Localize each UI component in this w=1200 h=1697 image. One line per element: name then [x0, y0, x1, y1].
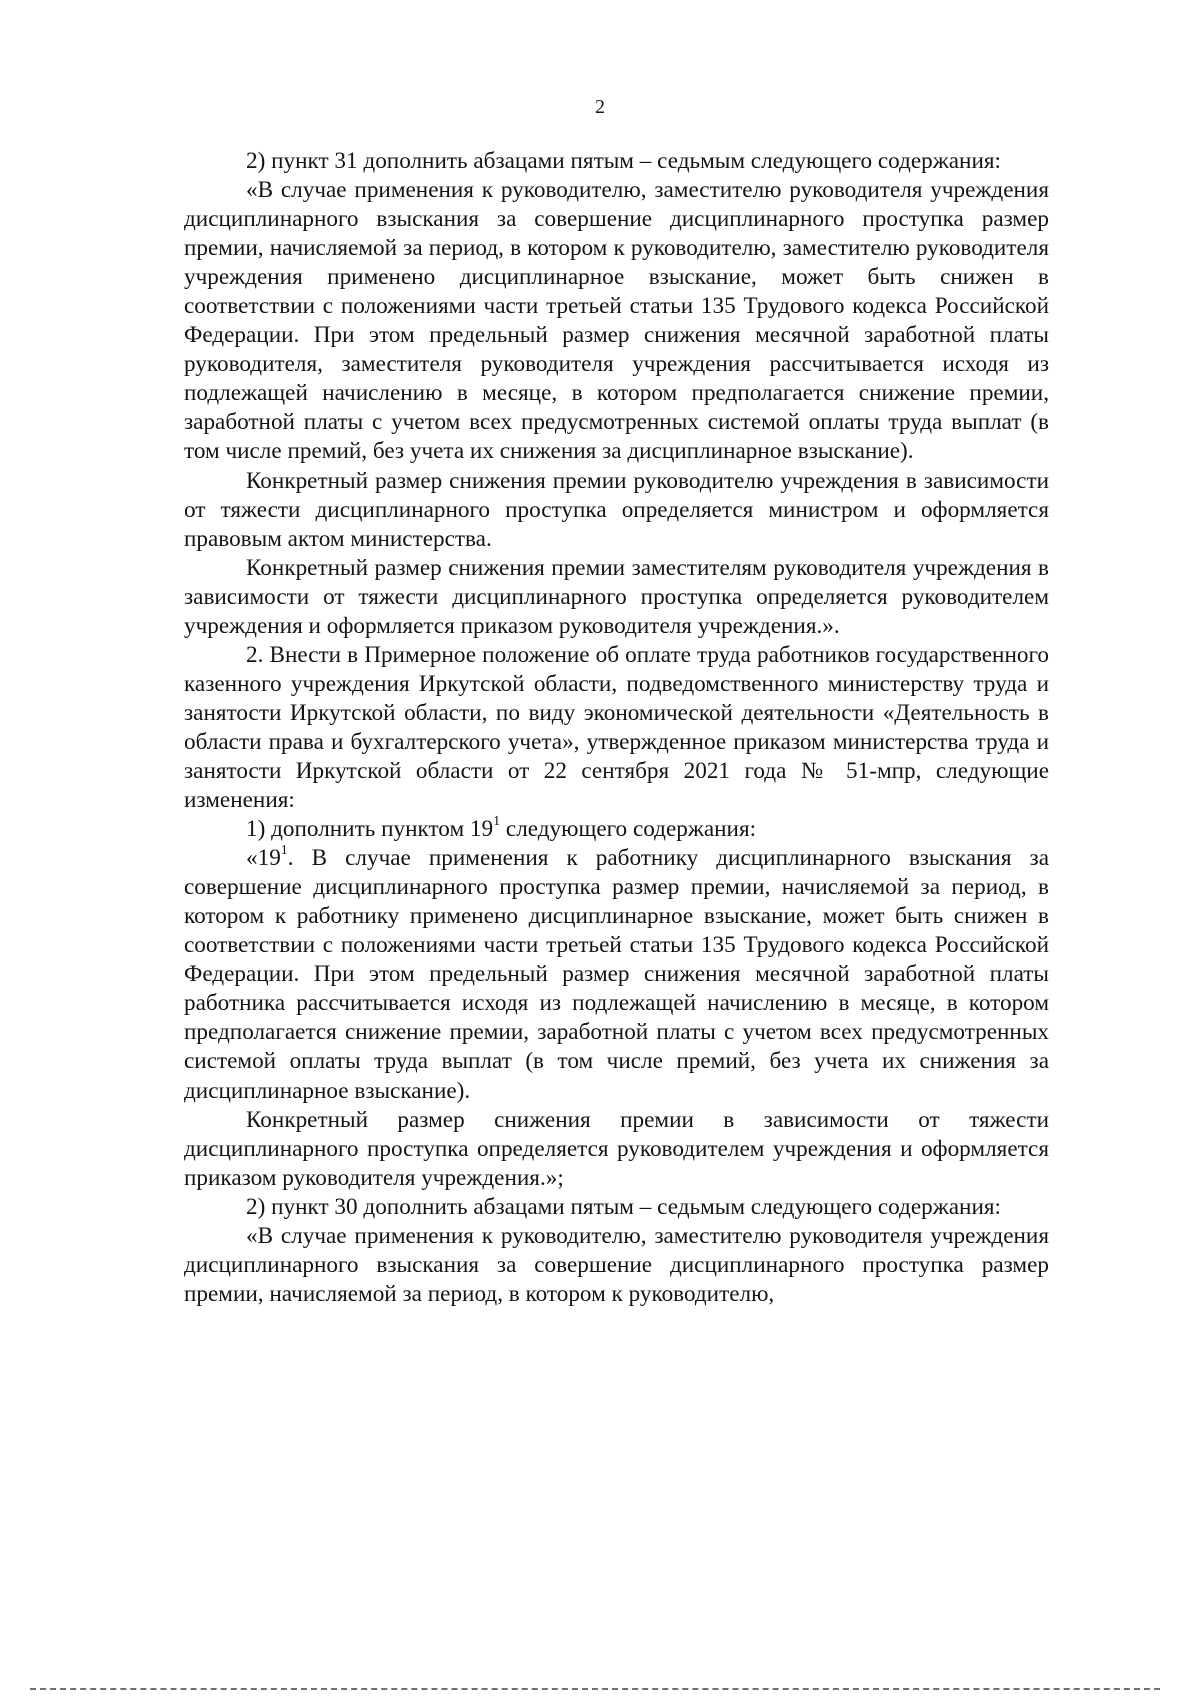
paragraph-section-2: 2. Внести в Примерное положение об оплате труда работников государственного казенного учреждения Иркутской области, подведомственного министерству труда и занятости Иркутской области, по виду экономической деятельности «Деятельность в области права и бухгалтерского учета», утвержденное приказом министерства труда и занятости Иркутской области от 22 сентября 2021 года № 51-мпр, следующие изменения:: [184, 641, 1049, 814]
paragraph-item-31-abz6: Конкретный размер снижения премии руководителю учреждения в зависимости от тяжести дисциплинарного проступка определяется министром и оформляется правовым актом министерства.: [184, 467, 1049, 552]
paragraph-item-30-intro: 2) пункт 30 дополнить абзацами пятым – седьмым следующего содержания:: [246, 1193, 1001, 1220]
paragraph-text: . В случае применения к работнику дисциплинарного взыскания за совершение дисциплинарного проступка размер премии, начисляемой за период, в котором к работнику применено дисциплинарное взыскание, может быть снижен в соответствии с положениями части третьей статьи 135 Трудового кодекса Российской Федерации. При этом предельный размер снижения месячной заработной платы работника рассчитывается исходя из подлежащей начислению в месяце, в котором предполагается снижение премии, заработной платы с учетом всех предусмотренных системой оплаты труда выплат (в том числе премий, без учета их снижения за дисциплинарное взыскание).: [184, 845, 1049, 1104]
paragraph-text: «19: [246, 845, 281, 872]
document-body: [184, 147, 1049, 1309]
paragraph-item-30-abz5: «В случае применения к руководителю, заместителю руководителя учреждения дисциплинарного взыскания за совершение дисциплинарного проступка размер премии, начисляемой за период, в котором к руководителю,: [184, 1222, 1049, 1307]
superscript: 1: [493, 814, 501, 830]
paragraph-text: следующего содержания:: [500, 816, 757, 843]
paragraph-item-19-1-text: [184, 844, 1049, 1105]
paragraph-item-31-intro: 2) пункт 31 дополнить абзацами пятым – седьмым следующего содержания:: [246, 148, 1001, 174]
paragraph-item-31-abz5: «В случае применения к руководителю, заместителю руководителя учреждения дисциплинарного взыскания за совершение дисциплинарного проступка размер премии, начисляемой за период, в котором к руководителю, заместителю руководителя учреждения применено дисциплинарное взыскание, может быть снижен в соответствии с положениями части третьей статьи 135 Трудового кодекса Российской Федерации. При этом предельный размер снижения месячной заработной платы руководителя, заместителя руководителя учреждения рассчитывается исходя из подлежащей начислению в месяце, в котором предполагается снижение премии, заработной платы с учетом всех предусмотренных системой оплаты труда выплат (в том числе премий, без учета их снижения за дисциплинарное взыскание).: [184, 177, 1049, 465]
scan-bottom-edge: [30, 1688, 1160, 1690]
paragraph-item-31-abz7: Конкретный размер снижения премии заместителям руководителя учреждения в зависимости от тяжести дисциплинарного проступка определяется руководителем учреждения и оформляется приказом руководителя учреждения.».: [184, 554, 1049, 639]
page-number: 2: [595, 96, 605, 118]
paragraph-item-19-1-abz2: Конкретный размер снижения премии в зависимости от тяжести дисциплинарного проступка определяется руководителем учреждения и оформляется приказом руководителя учреждения.»;: [184, 1106, 1049, 1191]
paragraph-text: 1) дополнить пунктом 19: [246, 816, 494, 843]
superscript: 1: [280, 843, 288, 859]
paragraph-item-19-1-intro: [184, 815, 1049, 844]
